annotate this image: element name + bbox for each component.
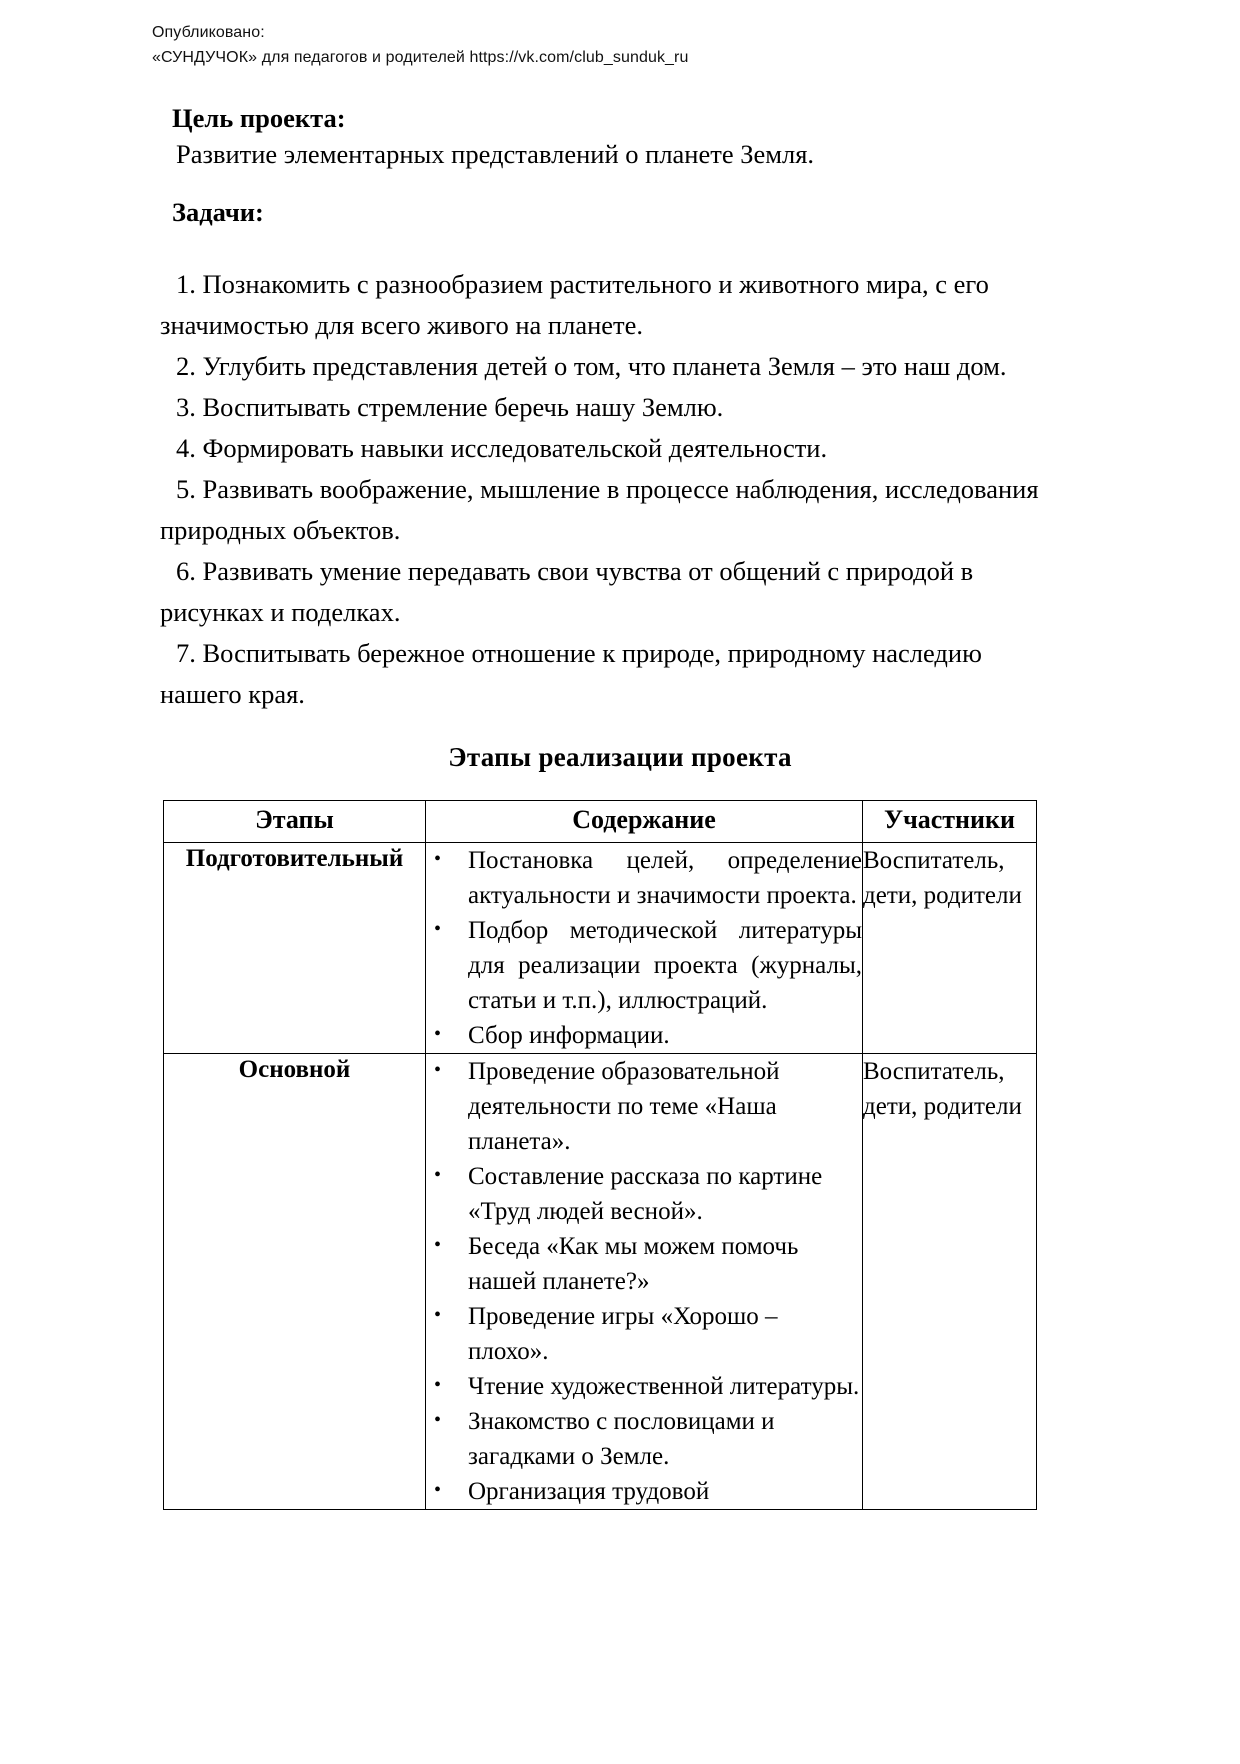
- task-item-1: 1. Познакомить с разнообразием растительного и животного мира, с его значимостью для всего живого на планете.: [160, 269, 989, 340]
- task-item-6: 6. Развивать умение передавать свои чувства от общений с природой в рисунках и поделках.: [160, 556, 974, 627]
- list-item: • Знакомство с пословицами и загадками о Земле.: [426, 1404, 862, 1474]
- list-item: • Сбор информации.: [426, 1018, 862, 1053]
- list-item: • Проведение образовательной деятельности по теме «Наша планета».: [426, 1054, 862, 1159]
- tasks-heading: Задачи:: [172, 197, 264, 227]
- page-bottom-clip: [0, 1724, 1240, 1764]
- publication-source: «СУНДУЧОК» для педагогов и родителей https://vk.com/club_sunduk_ru: [152, 49, 689, 66]
- bullet-list: [426, 1054, 862, 1509]
- publication-header: [152, 20, 1052, 70]
- task-item-4: 4. Формировать навыки исследовательской деятельности.: [176, 433, 828, 463]
- task-item-2: 2. Углубить представления детей о том, что планета Земля – это наш дом.: [176, 351, 1007, 381]
- document-body: [160, 100, 1040, 715]
- goal-text: Развитие элементарных представлений о планете Земля.: [176, 139, 815, 169]
- stage-content-preparatory: [426, 843, 863, 1054]
- table-row: [164, 843, 1037, 1054]
- table-row: [164, 1054, 1037, 1510]
- task-item-5: 5. Развивать воображение, мышление в процессе наблюдения, исследования природных объектов.: [160, 474, 1039, 545]
- list-item: • Чтение художественной литературы.: [426, 1369, 862, 1404]
- task-item-3: 3. Воспитывать стремление беречь нашу Землю.: [176, 392, 724, 422]
- list-item: • Составление рассказа по картине «Труд людей весной».: [426, 1159, 862, 1229]
- stages-table: [163, 800, 1037, 1510]
- column-header-participants: Участники: [863, 801, 1037, 843]
- list-item: • Организация трудовой: [426, 1474, 862, 1509]
- stage-participants-main: Воспитатель, дети, родители: [863, 1054, 1037, 1510]
- table-header-row: [164, 801, 1037, 843]
- task-item-7: 7. Воспитывать бережное отношение к природе, природному наследию нашего края.: [160, 638, 982, 709]
- published-label: Опубликовано:: [152, 24, 265, 41]
- list-item: • Постановка целей, определение актуальности и значимости проекта.: [426, 843, 862, 913]
- list-item: • Проведение игры «Хорошо – плохо».: [426, 1299, 862, 1369]
- stage-name-main: Основной: [164, 1054, 426, 1510]
- stages-section-title: Этапы реализации проекта: [448, 742, 792, 772]
- list-item: • Подбор методической литературы для реализации проекта (журналы, статьи и т.п.), иллюстраций.: [426, 913, 862, 1018]
- column-header-content: Содержание: [426, 801, 863, 843]
- list-item: • Беседа «Как мы можем помочь нашей планете?»: [426, 1229, 862, 1299]
- stage-name-preparatory: Подготовительный: [164, 843, 426, 1054]
- stage-participants-preparatory: Воспитатель, дети, родители: [863, 843, 1037, 1054]
- column-header-stages: Этапы: [164, 801, 426, 843]
- bullet-list: [426, 843, 862, 1053]
- goal-heading: Цель проекта:: [172, 103, 346, 133]
- stage-content-main: [426, 1054, 863, 1510]
